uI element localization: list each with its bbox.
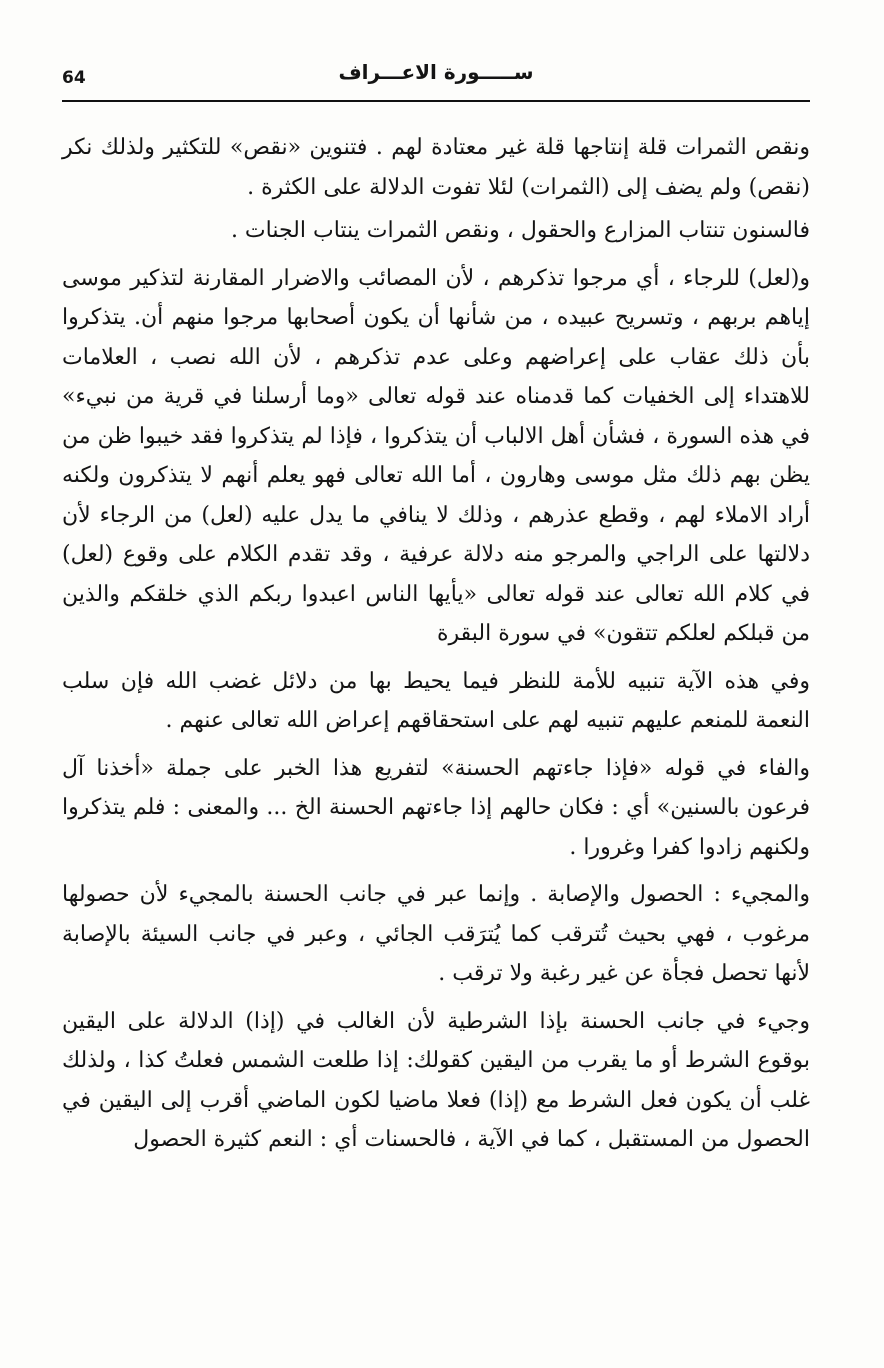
page-number: 64: [62, 68, 86, 88]
page-header: [62, 60, 810, 100]
header-divider: [62, 100, 810, 102]
paragraph-7: وجيء في جانب الحسنة بإذا الشرطية لأن الغالب في (إذا) الدلالة على اليقين بوقوع الشرط أو ما يقرب من اليقين كقولك: إذا طلعت الشمس فعلتُ كذا ، ولذلك غلب أن يكون فعل الشرط مع (إذا) فعلا ماضيا لكون الماضي أقرب إلى اليقين في الحصول من المستقبل ، كما في الآية ، فالحسنات أي : النعم كثيرة الحصول: [62, 1008, 810, 1152]
paragraph-1: ونقص الثمرات قلة إنتاجها قلة غير معتادة لهم . فتنوين «نقص» للتكثير ولذلك نكر (نقص) ولم يضف إلى (الثمرات) لئلا تفوت الدلالة على الكثرة .: [62, 135, 810, 200]
body-text: [62, 128, 810, 1168]
paragraph-6: والمجيء : الحصول والإصابة . وإنما عبر في جانب الحسنة بالمجيء لأن حصولها مرغوب ، فهي بحيث تُترقب كما يُترَقب الجائي ، وعبر في جانب السيئة بالإصابة لأنها تحصل فجأة عن غير رغبة ولا ترقب .: [62, 882, 810, 986]
paragraph-5: والفاء في قوله «فإذا جاءتهم الحسنة» لتفريع هذا الخبر على جملة «أخذنا آل فرعون بالسنين» أي : فكان حالهم إذا جاءتهم الحسنة الخ ... والمعنى : فلم يتذكروا ولكنهم زادوا كفرا وغرورا .: [62, 755, 810, 860]
paragraph-2: فالسنون تنتاب المزارع والحقول ، ونقص الثمرات ينتاب الجنات .: [230, 218, 810, 243]
paragraph-4: وفي هذه الآية تنبيه للأمة للنظر فيما يحيط بها من دلائل غضب الله فإن سلب النعمة للمنعم عليهم تنبيه لهم على استحقاقهم إعراض الله تعالى عنهم .: [62, 668, 810, 733]
paragraph-3: و(لعل) للرجاء ، أي مرجوا تذكرهم ، لأن المصائب والاضرار المقارنة لتذكير موسى إياهم بربهم ، وتسريح عبيده ، من شأنها أن يكون أصحابها مرجوا منهم أن. يتذكروا بأن ذلك عقاب على إعراضهم وعلى عدم تذكرهم ، لأن الله نصب ، العلامات للاهتداء إلى الخفيات كما قدمناه عند قوله تعالى «وما أرسلنا في قرية من نبيء» في هذه السورة ، فشأن أهل الالباب أن يتذكروا ، فإذا لم يتذكروا فقد خيبوا ظن من يظن بهم ذلك مثل موسى وهارون ، أما الله تعالى فهو يعلم أنهم لا يتذكرون ولكنه أراد الاملاء لهم ، وقطع عذرهم ، وذلك لا ينافي ما يدل عليه (لعل) من الرجاء لأن دلالتها على الراجي والمرجو منه دلالة عرفية ، وقد تقدم الكلام على وقوع (لعل) في كلام الله تعالى عند قوله تعالى «يأيها الناس اعبدوا ربكم الذي خلقكم والذين من قبلكم لعلكم تتقون» في سورة البقرة: [62, 265, 810, 646]
running-title: ســـــورة الاعـــراف: [338, 60, 534, 84]
